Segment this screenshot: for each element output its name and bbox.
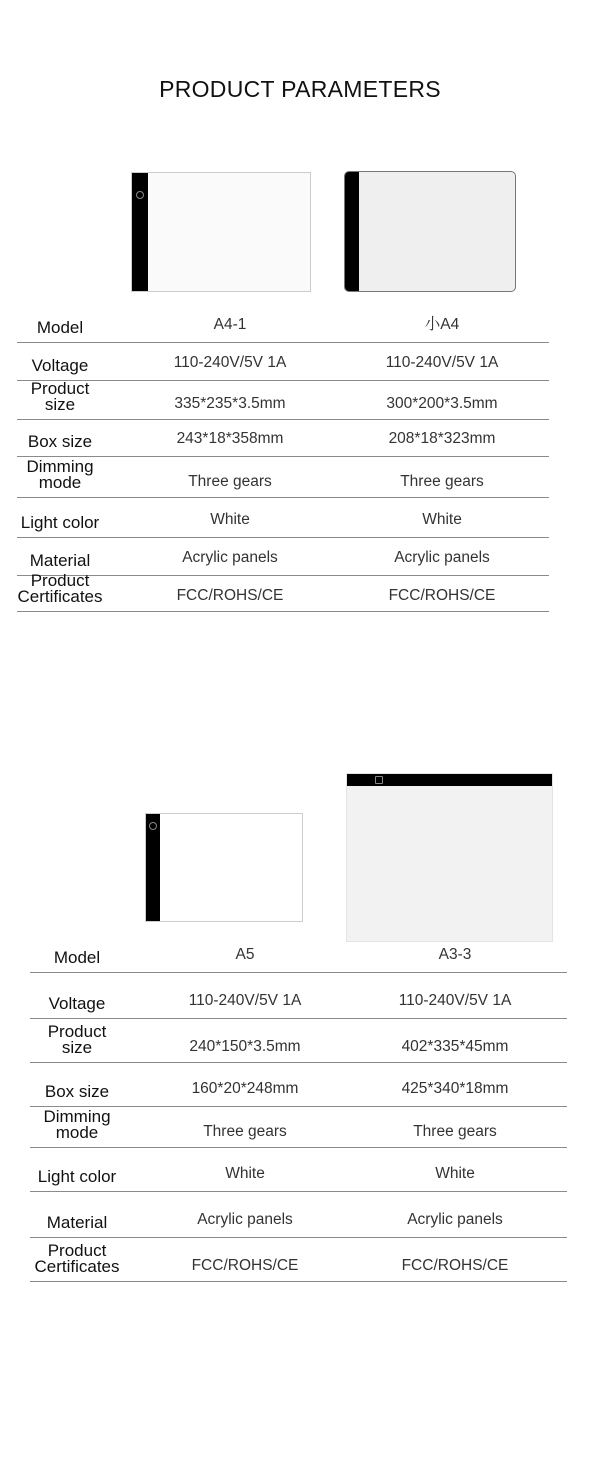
- product-image-small-a4: [344, 171, 516, 292]
- row-label-line: size: [61, 1038, 93, 1057]
- page-title: PRODUCT PARAMETERS: [159, 76, 441, 102]
- row-label-line: size: [44, 395, 76, 414]
- row-label-line: Certificates: [17, 587, 103, 606]
- cell-value: White: [210, 511, 250, 528]
- row-divider: [30, 972, 567, 973]
- row-label: [0, 553, 130, 569]
- cell-value: Acrylic panels: [182, 549, 278, 566]
- row-label-line: Product: [47, 1022, 107, 1041]
- row-divider: [30, 1237, 567, 1238]
- cell-value: 110-240V/5V 1A: [188, 992, 302, 1009]
- product-image-a5: [145, 813, 303, 922]
- row-label-line: Dimming: [26, 457, 94, 476]
- row-label-line: Product: [30, 571, 90, 590]
- row-label: [0, 515, 130, 531]
- cell-value: Three gears: [203, 1123, 287, 1140]
- row-label: [7, 950, 147, 966]
- row-label-line: Dimming: [43, 1107, 111, 1126]
- row-label-line: Material: [46, 1213, 108, 1232]
- cell-value: 425*340*18mm: [401, 1080, 509, 1097]
- row-label-line: Model: [53, 948, 101, 967]
- cell-value: 243*18*358mm: [176, 430, 284, 447]
- cell-value: FCC/ROHS/CE: [191, 1257, 299, 1274]
- row-label: [0, 320, 130, 336]
- row-divider: [17, 497, 549, 498]
- row-divider: [17, 419, 549, 420]
- row-divider: [17, 342, 549, 343]
- row-label: [7, 1215, 147, 1231]
- row-divider: [17, 537, 549, 538]
- cell-value: 110-240V/5V 1A: [385, 354, 499, 371]
- power-button-icon: [375, 776, 383, 784]
- product-image-a4-1: [131, 172, 311, 292]
- cell-value: A5: [235, 946, 255, 963]
- cell-value: 110-240V/5V 1A: [398, 992, 512, 1009]
- row-label: [7, 1109, 147, 1141]
- row-label-line: Product: [47, 1241, 107, 1260]
- row-label: [0, 381, 130, 413]
- cell-value: 240*150*3.5mm: [189, 1038, 301, 1055]
- row-label-line: Light color: [20, 513, 100, 532]
- cell-value: 402*335*45mm: [401, 1038, 509, 1055]
- cell-value: White: [225, 1165, 265, 1182]
- cell-value: 300*200*3.5mm: [386, 395, 498, 412]
- row-label-line: mode: [55, 1123, 99, 1142]
- cell-value: FCC/ROHS/CE: [176, 587, 284, 604]
- row-divider: [30, 1106, 567, 1107]
- row-divider: [30, 1147, 567, 1148]
- cell-value: A3-3: [438, 946, 472, 963]
- power-button-icon: [149, 822, 157, 830]
- row-label: [0, 573, 130, 605]
- power-button-icon: [136, 191, 144, 199]
- row-label-line: mode: [38, 473, 82, 492]
- cell-value: 335*235*3.5mm: [174, 395, 286, 412]
- row-label: [7, 1084, 147, 1100]
- cell-value: Acrylic panels: [197, 1211, 293, 1228]
- row-label: [7, 996, 147, 1012]
- cell-value: Three gears: [188, 473, 272, 490]
- cell-value: FCC/ROHS/CE: [388, 587, 496, 604]
- row-divider: [17, 611, 549, 612]
- row-label: [7, 1243, 147, 1275]
- product-image-a3-3: [346, 773, 553, 942]
- cell-value: Three gears: [400, 473, 484, 490]
- cell-value: 110-240V/5V 1A: [173, 354, 287, 371]
- cell-value: White: [435, 1165, 475, 1182]
- cell-value: Three gears: [413, 1123, 497, 1140]
- row-label: [0, 459, 130, 491]
- cell-value: A4-1: [213, 316, 247, 333]
- row-label: [7, 1169, 147, 1185]
- cell-value: FCC/ROHS/CE: [401, 1257, 509, 1274]
- row-label-line: Model: [36, 318, 84, 337]
- row-label-line: Material: [29, 551, 91, 570]
- row-label-line: Box size: [27, 432, 93, 451]
- row-label: [0, 434, 130, 450]
- row-divider: [30, 1281, 567, 1282]
- row-divider: [30, 1191, 567, 1192]
- cell-value: Acrylic panels: [394, 549, 490, 566]
- cell-value: White: [422, 511, 462, 528]
- cell-value: 208*18*323mm: [388, 430, 496, 447]
- row-label-line: Product: [30, 379, 90, 398]
- row-label-line: Box size: [44, 1082, 110, 1101]
- row-label-line: Certificates: [34, 1257, 120, 1276]
- row-label: [0, 358, 130, 374]
- cell-value: 小A4: [424, 316, 460, 333]
- row-divider: [17, 456, 549, 457]
- row-label-line: Voltage: [31, 356, 89, 375]
- row-divider: [30, 1062, 567, 1063]
- cell-value: 160*20*248mm: [191, 1080, 299, 1097]
- row-divider: [30, 1018, 567, 1019]
- row-label: [7, 1024, 147, 1056]
- cell-value: Acrylic panels: [407, 1211, 503, 1228]
- row-label-line: Light color: [37, 1167, 117, 1186]
- row-label-line: Voltage: [48, 994, 106, 1013]
